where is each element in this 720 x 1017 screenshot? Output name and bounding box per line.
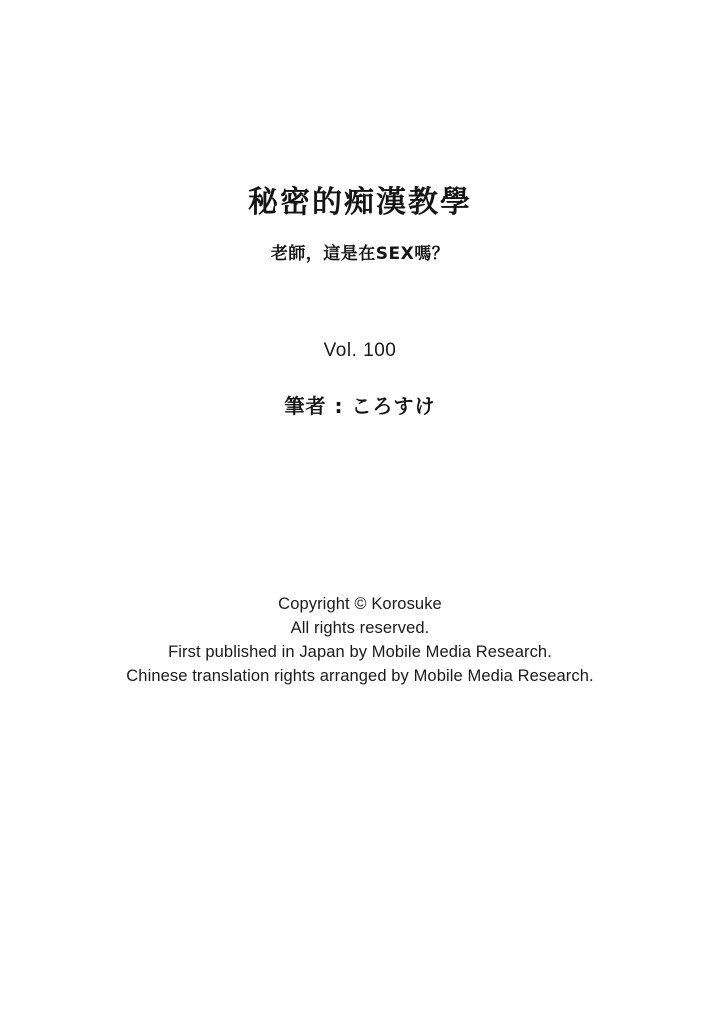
author-label: 筆者 : ころすけ xyxy=(284,394,436,418)
page-title: 秘密的痴漢教學 xyxy=(248,185,472,220)
copyright-line-3: First published in Japan by Mobile Media Research. xyxy=(168,643,552,661)
page-subtitle: 老師，這是在SEX嗎？ xyxy=(270,244,450,264)
copyright-block xyxy=(0,592,720,688)
copyright-line-4: Chinese translation rights arranged by Mobile Media Research. xyxy=(126,667,594,685)
copyright-line-2: All rights reserved. xyxy=(290,619,430,637)
copyright-line-1: Copyright © Korosuke xyxy=(278,595,442,613)
title-block xyxy=(0,185,720,264)
volume-label: Vol. 100 xyxy=(323,340,397,361)
